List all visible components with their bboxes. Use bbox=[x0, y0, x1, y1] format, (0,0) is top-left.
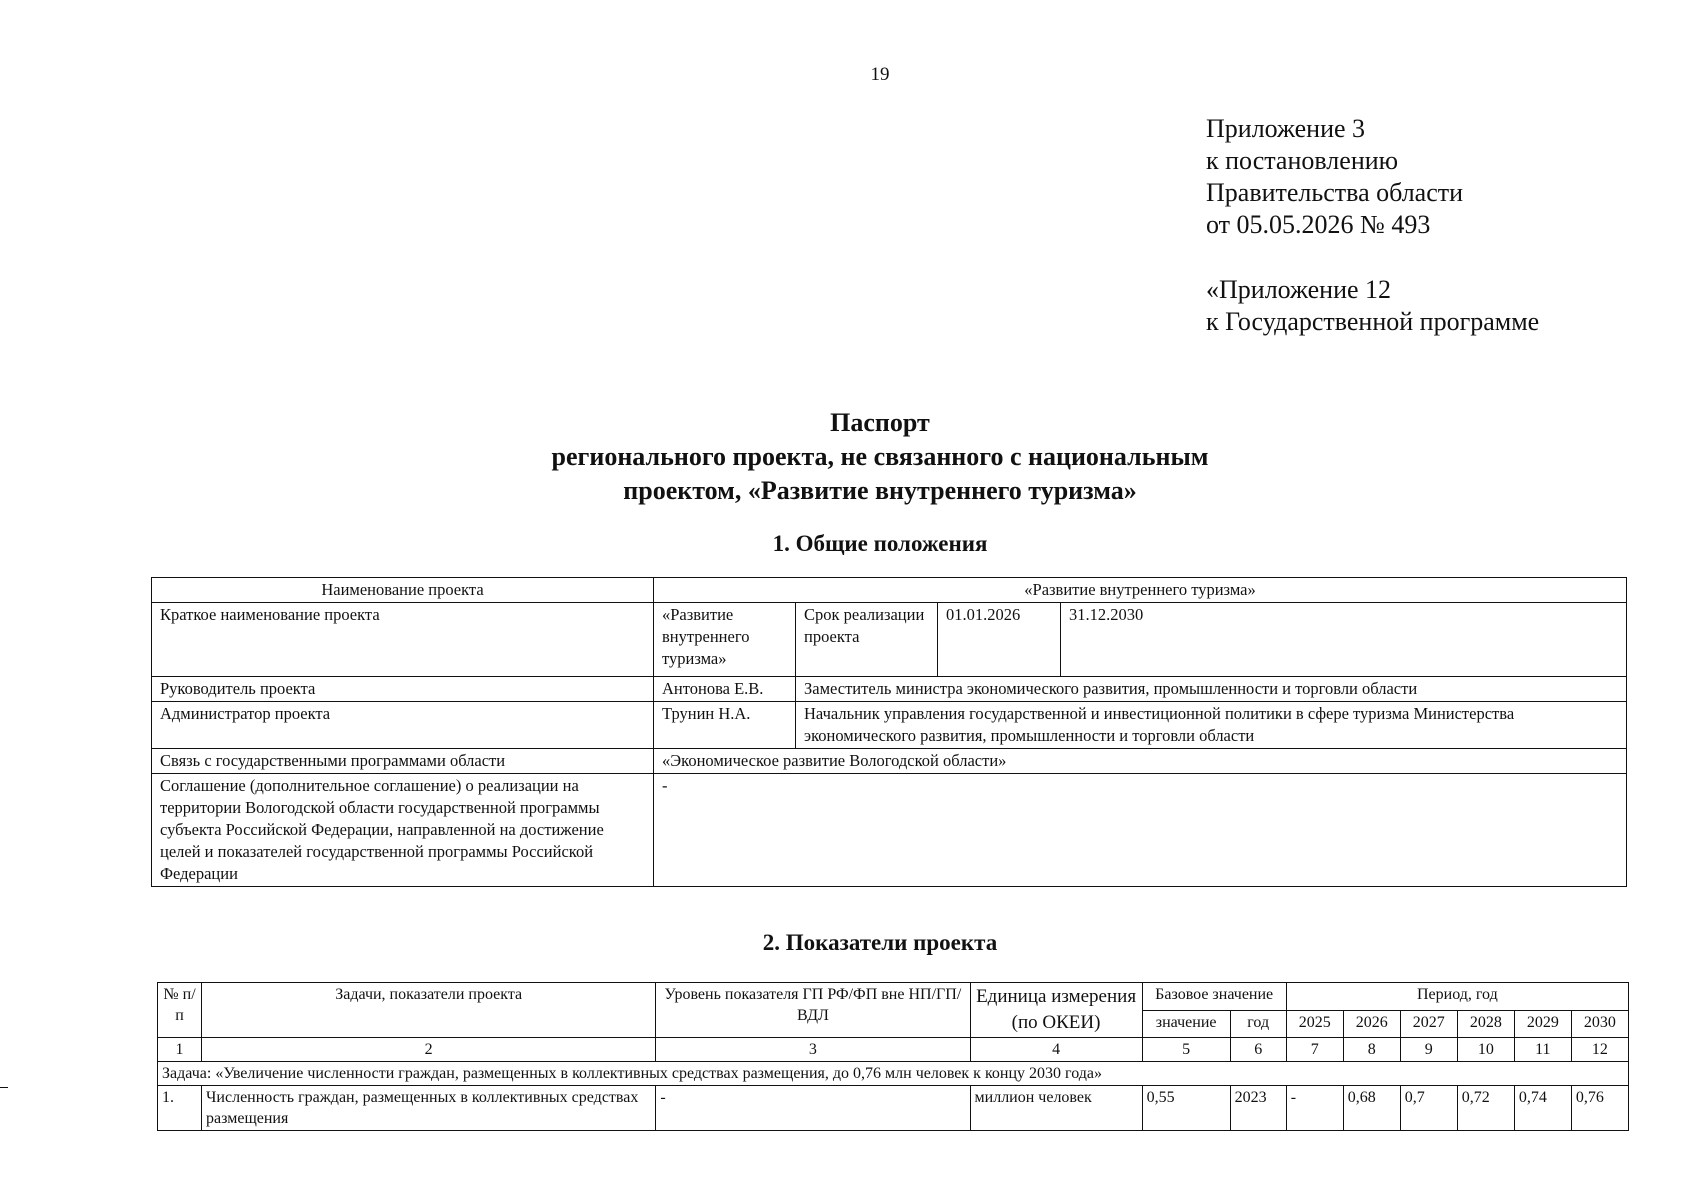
general-provisions-table bbox=[151, 577, 1627, 887]
row-base-year: 2023 bbox=[1230, 1086, 1286, 1131]
column-number: 4 bbox=[970, 1038, 1142, 1062]
table-row bbox=[152, 578, 1627, 603]
table-row bbox=[152, 677, 1627, 702]
header-level: Уровень показателя ГП РФ/ФП вне НП/ГП/ВДЛ bbox=[656, 983, 970, 1038]
admin-position: Начальник управления государственной и инвестиционной политики в сфере туризма Министерства экономического развития, промышленности и торговли области bbox=[796, 702, 1627, 749]
head-name: Антонова Е.В. bbox=[654, 677, 796, 702]
table-row bbox=[158, 1062, 1629, 1086]
title-line: регионального проекта, не связанного с национальным bbox=[551, 442, 1209, 471]
term-label: Срок реализации проекта bbox=[796, 603, 938, 677]
header-base: Базовое значение bbox=[1142, 983, 1286, 1011]
appendix-line: Приложение 3 bbox=[1206, 114, 1366, 143]
appendix-header bbox=[1206, 113, 1463, 241]
short-name-value: «Развитие внутреннего туризма» bbox=[654, 603, 796, 677]
column-number: 7 bbox=[1286, 1038, 1343, 1062]
header-year: 2028 bbox=[1457, 1010, 1514, 1038]
admin-name: Трунин Н.А. bbox=[654, 702, 796, 749]
row-name: Численность граждан, размещенных в коллективных средствах размещения bbox=[202, 1086, 656, 1131]
agreement-value: - bbox=[654, 774, 1627, 887]
row-level: - bbox=[656, 1086, 970, 1131]
header-base-value: значение bbox=[1142, 1010, 1230, 1038]
table-row bbox=[152, 749, 1627, 774]
column-number: 10 bbox=[1457, 1038, 1514, 1062]
short-name-label: Краткое наименование проекта bbox=[152, 603, 654, 677]
row-num: 1. bbox=[158, 1086, 202, 1131]
margin-mark bbox=[0, 1087, 8, 1088]
table-row bbox=[158, 1086, 1629, 1131]
header-unit: Единица измерения (по ОКЕИ) bbox=[970, 983, 1142, 1038]
agreement-label: Соглашение (дополнительное соглашение) о реализации на территории Вологодской области государственной программы субъекта Российской Федерации, направленной на достижение целей и показателей государственной программы Российской Федерации bbox=[152, 774, 654, 887]
appendix-line: «Приложение 12 bbox=[1206, 275, 1392, 304]
table-row bbox=[158, 983, 1629, 1011]
row-value: 0,72 bbox=[1457, 1086, 1514, 1131]
header-num: № п/п bbox=[158, 983, 202, 1038]
title-line: проектом, «Развитие внутреннего туризма» bbox=[623, 476, 1137, 505]
header-year: 2030 bbox=[1571, 1010, 1628, 1038]
term-end: 31.12.2030 bbox=[1061, 603, 1627, 677]
page-number: 19 bbox=[870, 64, 890, 85]
column-number: 12 bbox=[1571, 1038, 1628, 1062]
column-number: 11 bbox=[1514, 1038, 1571, 1062]
appendix-line: к постановлению bbox=[1206, 146, 1399, 175]
project-name-label: Наименование проекта bbox=[152, 578, 654, 603]
title-line: Паспорт bbox=[830, 408, 930, 437]
term-start: 01.01.2026 bbox=[938, 603, 1061, 677]
head-label: Руководитель проекта bbox=[152, 677, 654, 702]
link-label: Связь с государственными программами области bbox=[152, 749, 654, 774]
table-row bbox=[152, 702, 1627, 749]
appendix-12-header bbox=[1206, 274, 1539, 338]
header-tasks: Задачи, показатели проекта bbox=[202, 983, 656, 1038]
header-year: 2027 bbox=[1400, 1010, 1457, 1038]
row-value: 0,7 bbox=[1400, 1086, 1457, 1131]
header-period: Период, год bbox=[1286, 983, 1628, 1011]
column-number: 6 bbox=[1230, 1038, 1286, 1062]
section2-heading: 2. Показатели проекта bbox=[762, 930, 998, 955]
row-value: 0,68 bbox=[1343, 1086, 1400, 1131]
project-name-value: «Развитие внутреннего туризма» bbox=[654, 578, 1627, 603]
column-number: 8 bbox=[1343, 1038, 1400, 1062]
appendix-line: от 05.05.2026 № 493 bbox=[1206, 210, 1431, 239]
table-row bbox=[158, 1038, 1629, 1062]
row-unit: миллион человек bbox=[970, 1086, 1142, 1131]
section1-heading: 1. Общие положения bbox=[772, 531, 988, 556]
row-value: - bbox=[1286, 1086, 1343, 1131]
indicators-table bbox=[157, 982, 1629, 1131]
header-base-year: год bbox=[1230, 1010, 1286, 1038]
row-value: 0,74 bbox=[1514, 1086, 1571, 1131]
column-number: 5 bbox=[1142, 1038, 1230, 1062]
head-position: Заместитель министра экономического развития, промышленности и торговли области bbox=[796, 677, 1627, 702]
table-row bbox=[152, 603, 1627, 677]
link-value: «Экономическое развитие Вологодской области» bbox=[654, 749, 1627, 774]
passport-title bbox=[0, 406, 1697, 508]
appendix-line: к Государственной программе bbox=[1206, 307, 1540, 336]
table-row bbox=[152, 774, 1627, 887]
row-base-value: 0,55 bbox=[1142, 1086, 1230, 1131]
header-year: 2025 bbox=[1286, 1010, 1343, 1038]
header-year: 2026 bbox=[1343, 1010, 1400, 1038]
column-number: 2 bbox=[202, 1038, 656, 1062]
header-year: 2029 bbox=[1514, 1010, 1571, 1038]
row-value: 0,76 bbox=[1571, 1086, 1628, 1131]
appendix-line: Правительства области bbox=[1206, 178, 1464, 207]
column-number: 9 bbox=[1400, 1038, 1457, 1062]
column-number: 3 bbox=[656, 1038, 970, 1062]
column-number: 1 bbox=[158, 1038, 202, 1062]
task-row: Задача: «Увеличение численности граждан, размещенных в коллективных средствах размещения, до 0,76 млн человек к концу 2030 года» bbox=[158, 1062, 1629, 1086]
admin-label: Администратор проекта bbox=[152, 702, 654, 749]
